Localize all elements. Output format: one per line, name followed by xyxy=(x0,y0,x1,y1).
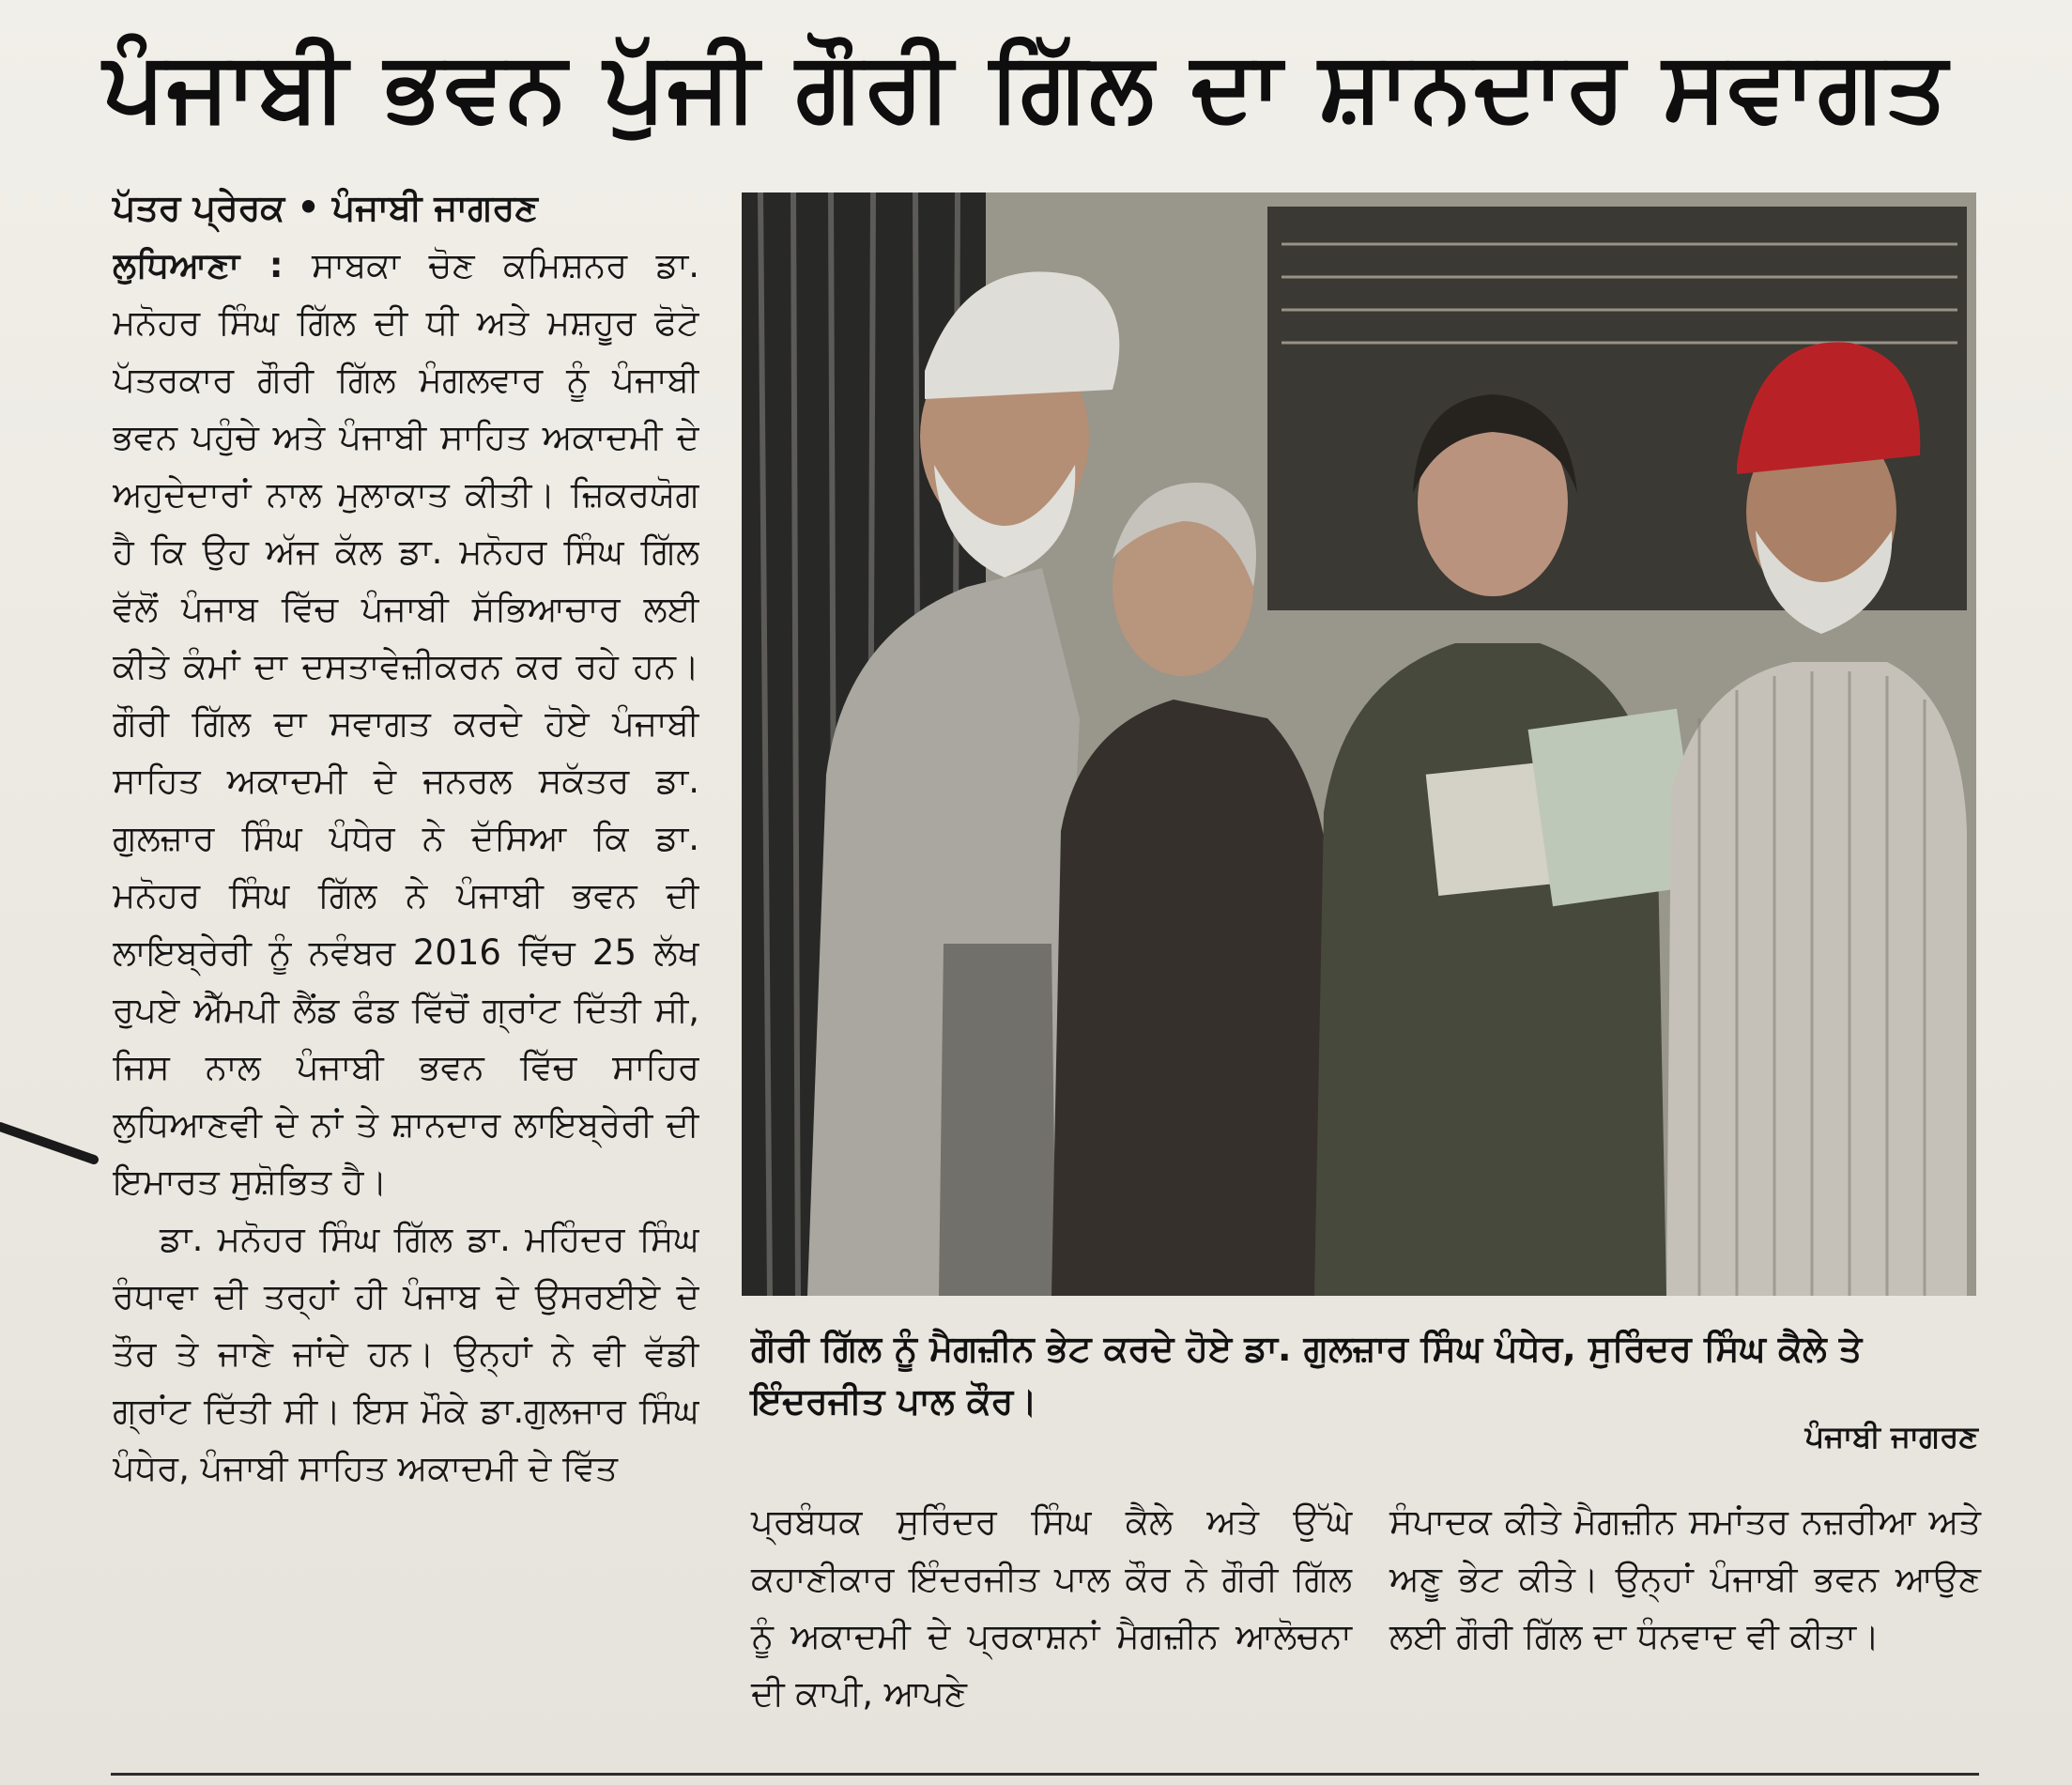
article-column-3: ਸੰਪਾਦਕ ਕੀਤੇ ਮੈਗਜ਼ੀਨ ਸਮਾਂਤਰ ਨਜ਼ਰੀਆ ਅਤੇ ਅਣੂ ਭੇਟ ਕੀਤੇ। ਉਨ੍ਹਾਂ ਪੰਜਾਬੀ ਭਵਨ ਆਉਣ ਲਈ ਗੌਰੀ ਗਿੱਲ ਦਾ ਧੰਨਵਾਦ ਵੀ ਕੀਤਾ। xyxy=(1389,1501,1981,1656)
article-paragraph-1: ਸਾਬਕਾ ਚੋਣ ਕਮਿਸ਼ਨਰ ਡਾ. ਮਨੋਹਰ ਸਿੰਘ ਗਿੱਲ ਦੀ ਧੀ ਅਤੇ ਮਸ਼ਹੂਰ ਫੋਟੋ ਪੱਤਰਕਾਰ ਗੌਰੀ ਗਿੱਲ ਮੰਗਲਵਾਰ ਨੂੰ ਪੰਜਾਬੀ ਭਵਨ ਪਹੁੰਚੇ ਅਤੇ ਪੰਜਾਬੀ ਸਾਹਿਤ ਅਕਾਦਮੀ ਦੇ ਅਹੁਦੇਦਾਰਾਂ ਨਾਲ ਮੁਲਾਕਾਤ ਕੀਤੀ। ਜ਼ਿਕਰਯੋਗ ਹੈ ਕਿ ਉਹ ਅੱਜ ਕੱਲ ਡਾ. ਮਨੋਹਰ ਸਿੰਘ ਗਿੱਲ ਵੱਲੋਂ ਪੰਜਾਬ ਵਿੱਚ ਪੰਜਾਬੀ ਸੱਭਿਆਚਾਰ ਲਈ ਕੀਤੇ ਕੰਮਾਂ ਦਾ ਦਸਤਾਵੇਜ਼ੀਕਰਨ ਕਰ ਰਹੇ ਹਨ। ਗੌਰੀ ਗਿੱਲ ਦਾ ਸਵਾਗਤ ਕਰਦੇ ਹੋਏ ਪੰਜਾਬੀ ਸਾਹਿਤ ਅਕਾਦਮੀ ਦੇ ਜਨਰਲ ਸਕੱਤਰ ਡਾ. ਗੁਲਜ਼ਾਰ ਸਿੰਘ ਪੰਧੇਰ ਨੇ ਦੱਸਿਆ ਕਿ ਡਾ. ਮਨੋਹਰ ਸਿੰਘ ਗਿੱਲ ਨੇ ਪੰਜਾਬੀ ਭਵਨ ਦੀ ਲਾਇਬ੍ਰੇਰੀ ਨੂੰ ਨਵੰਬਰ 2016 ਵਿੱਚ 25 ਲੱਖ ਰੁਪਏ ਐੱਮਪੀ ਲੈਂਡ ਫੰਡ ਵਿੱਚੋਂ ਗ੍ਰਾਂਟ ਦਿੱਤੀ ਸੀ, ਜਿਸ ਨਾਲ ਪੰਜਾਬੀ ਭਵਨ ਵਿੱਚ ਸਾਹਿਰ ਲੁਧਿਆਣਵੀ ਦੇ ਨਾਂ ਤੇ ਸ਼ਾਨਦਾਰ ਲਾਇਬ੍ਰੇਰੀ ਦੀ ਇਮਾਰਤ ਸੁਸ਼ੋਭਿਤ ਹੈ। xyxy=(113,245,699,1202)
article-paragraph xyxy=(113,237,699,1210)
pen-mark-icon xyxy=(0,1117,103,1174)
article-column-2: ਪ੍ਰਬੰਧਕ ਸੁਰਿੰਦਰ ਸਿੰਘ ਕੈਲੇ ਅਤੇ ਉੱਘੇ ਕਹਾਣੀਕਾਰ ਇੰਦਰਜੀਤ ਪਾਲ ਕੌਰ ਨੇ ਗੌਰੀ ਗਿੱਲ ਨੂੰ ਅਕਾਦਮੀ ਦੇ ਪ੍ਰਕਾਸ਼ਨਾਂ ਮੈਗਜ਼ੀਨ ਆਲੋਚਨਾ ਦੀ ਕਾਪੀ, ਆਪਣੇ xyxy=(751,1501,1352,1714)
photo-illustration xyxy=(742,192,1976,1296)
news-photo xyxy=(742,192,1976,1296)
headline: ਪੰਜਾਬੀ ਭਵਨ ਪੁੱਜੀ ਗੌਰੀ ਗਿੱਲ ਦਾ ਸ਼ਾਨਦਾਰ ਸਵਾਗਤ xyxy=(103,31,1950,143)
dateline: ਲੁਧਿਆਣਾ : xyxy=(113,245,284,285)
photo-caption: ਗੌਰੀ ਗਿੱਲ ਨੂੰ ਮੈਗਜ਼ੀਨ ਭੇਟ ਕਰਦੇ ਹੋਏ ਡਾ. ਗੁਲਜ਼ਾਰ ਸਿੰਘ ਪੰਧੇਰ, ਸੁਰਿੰਦਰ ਸਿੰਘ ਕੈਲੇ ਤੇ ਇੰਦਰਜੀਤ ਪਾਲ ਕੌਰ। xyxy=(751,1328,1863,1422)
byline: ਪੱਤਰ ਪ੍ਰੇਰਕ • ਪੰਜਾਬੀ ਜਾਗਰਣ xyxy=(113,187,538,228)
article-paragraph-2: ਡਾ. ਮਨੋਹਰ ਸਿੰਘ ਗਿੱਲ ਡਾ. ਮਹਿੰਦਰ ਸਿੰਘ ਰੰਧਾਵਾ ਦੀ ਤਰ੍ਹਾਂ ਹੀ ਪੰਜਾਬ ਦੇ ਉਸਰਈਏ ਦੇ ਤੌਰ ਤੇ ਜਾਣੇ ਜਾਂਦੇ ਹਨ। ਉਨ੍ਹਾਂ ਨੇ ਵੀ ਵੱਡੀ ਗ੍ਰਾਂਟ ਦਿੱਤੀ ਸੀ। ਇਸ ਮੌਕੇ ਡਾ.ਗੁਲਜਾਰ ਸਿੰਘ ਪੰਧੇਰ, ਪੰਜਾਬੀ ਸਾਹਿਤ ਅਕਾਦਮੀ ਦੇ ਵਿੱਤ xyxy=(113,1219,699,1488)
photo-credit: ਪੰਜਾਬੀ ਜਾਗਰਣ xyxy=(1804,1419,1978,1454)
bottom-rule xyxy=(111,1773,1979,1776)
article-column-1 xyxy=(113,237,699,1748)
